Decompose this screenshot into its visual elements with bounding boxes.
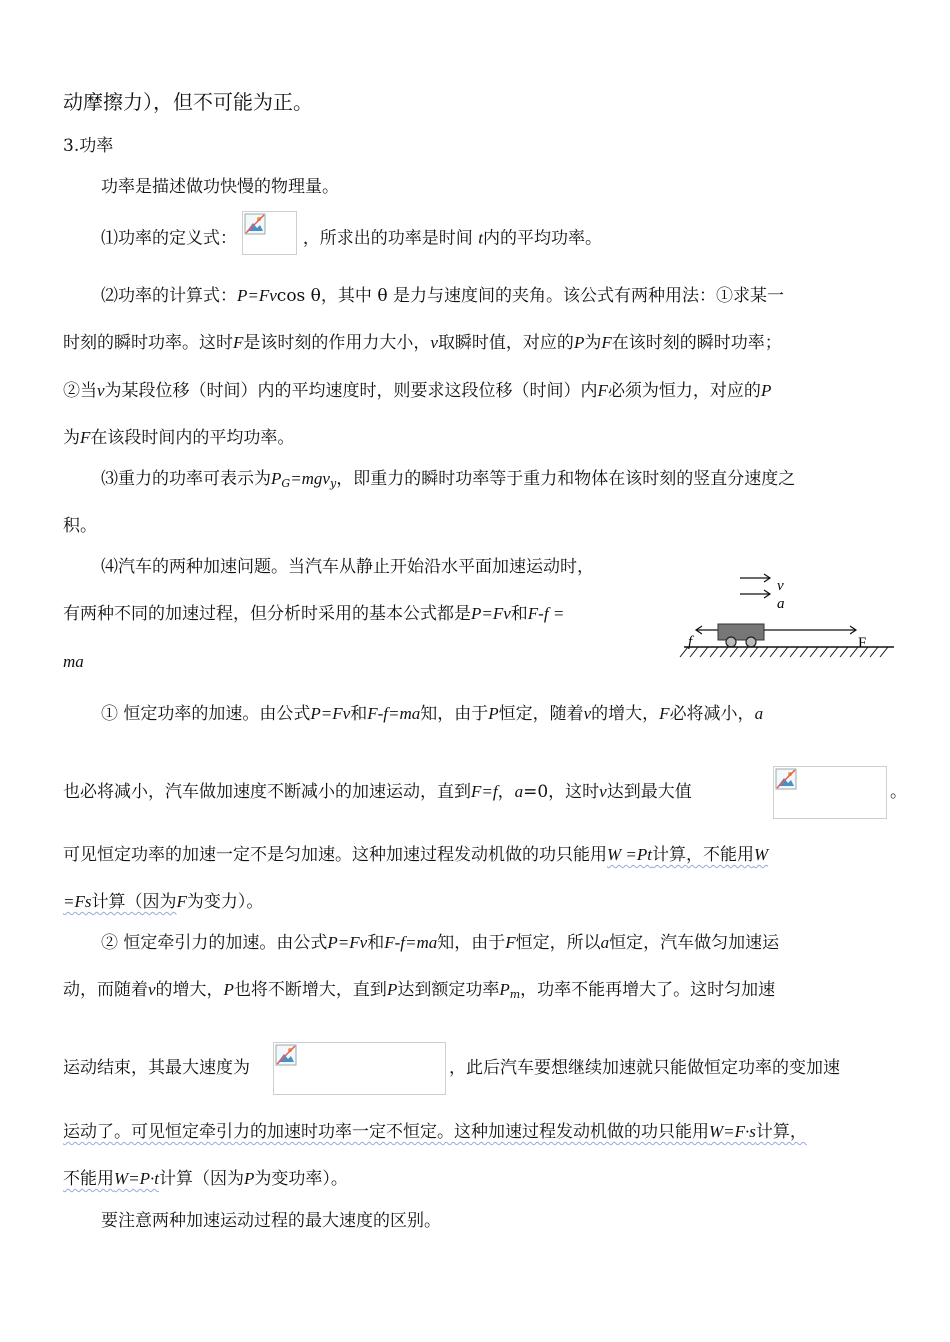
definition-line: [101, 223, 602, 255]
var-P: P: [271, 469, 282, 488]
text: 动，而随着: [63, 980, 148, 1000]
text: 的增大，: [591, 704, 660, 724]
formula: F-f=ma: [367, 704, 421, 723]
var-P: P: [499, 980, 510, 999]
formula: =mgv: [290, 469, 330, 488]
var-t: t: [478, 228, 483, 248]
var-F: F: [659, 704, 670, 723]
var-P: P: [223, 980, 234, 999]
broken-image-icon: [275, 1044, 297, 1066]
text: =0，这时: [523, 782, 600, 802]
text: ，此后汽车要想继续加速就只能做恒定功率的变加速: [449, 1058, 840, 1078]
subscript: m: [509, 988, 521, 1001]
var-v: v: [430, 333, 438, 352]
car-body: [718, 624, 764, 640]
velocity-arrow: [740, 574, 770, 582]
var-F: F: [176, 892, 187, 911]
car-wheel-right: [746, 637, 756, 647]
formula: F=f: [471, 782, 498, 801]
var-a: a: [600, 933, 610, 952]
calc-line-3: [63, 379, 771, 403]
text: 知，由于: [437, 933, 506, 953]
broken-image-icon: [244, 213, 266, 235]
formula: ma: [63, 652, 84, 671]
text: 达到额定功率: [397, 980, 500, 1000]
subscript: G: [281, 477, 291, 490]
text: 取瞬时值，对应的: [437, 333, 574, 353]
formula: P=Fv: [310, 704, 351, 723]
text: 和: [367, 933, 385, 953]
text: 在该时刻的瞬时功率；: [611, 333, 782, 353]
text: 也必将减小，汽车做加速度不断减小的加速运动，直到: [63, 782, 471, 802]
calc-line-1: [101, 284, 784, 308]
text: 为变功率）。: [254, 1169, 348, 1189]
formula: F-f =: [527, 604, 565, 623]
formula: F-f=ma: [384, 933, 438, 952]
acceleration-arrow: [740, 590, 770, 598]
const-power-line-3: [63, 843, 768, 867]
const-force-line-3: [63, 1056, 250, 1080]
var-v: v: [148, 980, 156, 999]
heading-text: 3.功率: [63, 136, 114, 156]
var-F: F: [601, 333, 612, 352]
car-wheel-left: [726, 637, 736, 647]
var-P: P: [386, 980, 398, 999]
text: 为某段位移（时间）内的平均速度时，则要求这段位移（时间）内: [104, 381, 598, 401]
text: ，功率不能再增大了。这时匀加速: [520, 980, 776, 1000]
text: 时刻的瞬时功率。这时: [63, 333, 233, 353]
text: 和: [350, 704, 368, 724]
formula: P=Fv: [471, 604, 511, 623]
section-heading: [63, 134, 113, 158]
var-P: P: [244, 1169, 255, 1188]
gravity-line-2: [63, 514, 97, 538]
text: 计算，: [755, 1122, 807, 1142]
gravity-line-1: [101, 467, 795, 496]
text: ② 恒定牵引力的加速。由公式: [101, 933, 328, 953]
formula: W: [754, 845, 769, 864]
text: 知，由于: [420, 704, 489, 724]
traction-arrow: [764, 626, 856, 634]
subscript: y: [329, 477, 337, 490]
friction-arrow: [696, 626, 718, 634]
const-power-line-2: [63, 780, 692, 804]
text: 恒定，汽车做匀加速运: [609, 933, 780, 953]
text: 计算（因为: [91, 892, 177, 912]
var-v: v: [583, 704, 592, 723]
var-F: F: [80, 428, 91, 447]
const-force-line-4: [63, 1120, 807, 1144]
text: 的增大，: [155, 980, 224, 1000]
text: 达到最大值: [606, 782, 692, 802]
const-power-line-4: [63, 890, 263, 914]
text: ⑶重力的功率可表示为: [101, 469, 271, 489]
label-F: F: [858, 635, 867, 651]
const-force-line-3b: [449, 1056, 840, 1080]
text: 运动了。可见恒定牵引力的加速时功率一定不恒定。这种加速过程发动机做的功只能用: [63, 1122, 709, 1142]
text: ，: [497, 782, 515, 802]
const-force-line-1: [101, 931, 779, 955]
text: 内的平均功率。: [482, 228, 602, 249]
car-line-1: [101, 555, 594, 579]
car-line-3: [63, 650, 84, 674]
text: 在该段时间内的平均功率。: [90, 428, 295, 448]
formula-image-placeholder: [242, 211, 297, 255]
final-note: [101, 1209, 441, 1233]
text: 恒定，随着: [498, 704, 584, 724]
period: [890, 780, 907, 804]
text: 积。: [63, 516, 97, 536]
vmax-formula-image-placeholder-2: [273, 1042, 446, 1095]
var-F: F: [505, 933, 516, 952]
text: 为变力）。: [186, 892, 264, 912]
text: 是该时刻的作用力大小，: [243, 333, 431, 353]
text: 恒定，所以: [515, 933, 601, 953]
formula: =Fs: [63, 892, 92, 911]
text: 也将不断增大，直到: [233, 980, 387, 1000]
text: 有两种不同的加速过程，但分析时采用的基本公式都是: [63, 604, 471, 624]
var-P: P: [760, 381, 772, 400]
text: ，即重力的瞬时功率等于重力和物体在该时刻的竖直分速度之: [336, 469, 796, 489]
vmax-formula-image-placeholder: [773, 766, 887, 819]
var-a: a: [754, 704, 764, 723]
text: ⑷汽车的两种加速问题。当汽车从静止开始沿水平面加速运动时，: [101, 557, 594, 577]
var-P: P: [573, 333, 585, 352]
text: cos θ，其中 θ 是力与速度间的夹角。该公式有两种用法：①求某一: [276, 286, 784, 306]
var-F: F: [597, 381, 608, 400]
label-a: a: [777, 596, 785, 612]
intro-paragraph: [101, 175, 339, 199]
text: 和: [510, 604, 528, 624]
text: ②当: [63, 381, 97, 401]
var-F: F: [233, 333, 244, 352]
text: ⑵功率的计算式：: [101, 286, 237, 306]
ground-hatching: [680, 647, 888, 657]
formula: P=Fv: [327, 933, 368, 952]
text: 为: [584, 333, 602, 353]
text: 功率是描述做功快慢的物理量。: [101, 177, 339, 197]
text: ，所求出的功率是时间: [302, 228, 473, 249]
const-power-line-1: [101, 702, 763, 726]
text: 动摩擦力），但不可能为正。: [63, 90, 313, 114]
broken-image-icon: [775, 768, 797, 790]
text: 必须为恒力，对应的: [607, 381, 761, 401]
text: 要注意两种加速运动过程的最大速度的区别。: [101, 1211, 441, 1231]
var-v: v: [97, 381, 105, 400]
car-force-diagram: [676, 572, 906, 662]
text: ① 恒定功率的加速。由公式: [101, 704, 311, 724]
const-force-line-2: [63, 978, 775, 1007]
formula: P=Fv: [237, 286, 277, 305]
text: 运动结束，其最大速度为: [63, 1058, 250, 1078]
const-force-line-5: [63, 1167, 348, 1191]
var-v: v: [599, 782, 607, 801]
formula: W =Pt: [607, 845, 652, 864]
label-v: v: [777, 578, 784, 594]
var-P: P: [488, 704, 499, 723]
formula: W=P·t: [114, 1169, 159, 1188]
var-a: a: [514, 782, 524, 801]
text: ⑴功率的定义式：: [101, 228, 237, 249]
label-f: f: [688, 634, 693, 650]
text: 为: [63, 428, 80, 448]
formula: W=F·s: [709, 1122, 756, 1141]
car-line-2: [63, 602, 564, 626]
calc-line-2: [63, 331, 782, 355]
text: 计算，不能用: [652, 845, 754, 865]
text: 必将减小，: [669, 704, 755, 724]
text: 不能用: [63, 1169, 114, 1189]
text: 计算（因为: [159, 1169, 244, 1189]
calc-line-4: [63, 426, 294, 450]
text: 可见恒定功率的加速一定不是匀加速。这种加速过程发动机做的功只能用: [63, 845, 607, 865]
text: 。: [890, 782, 907, 802]
paragraph-continuation: [63, 90, 313, 114]
